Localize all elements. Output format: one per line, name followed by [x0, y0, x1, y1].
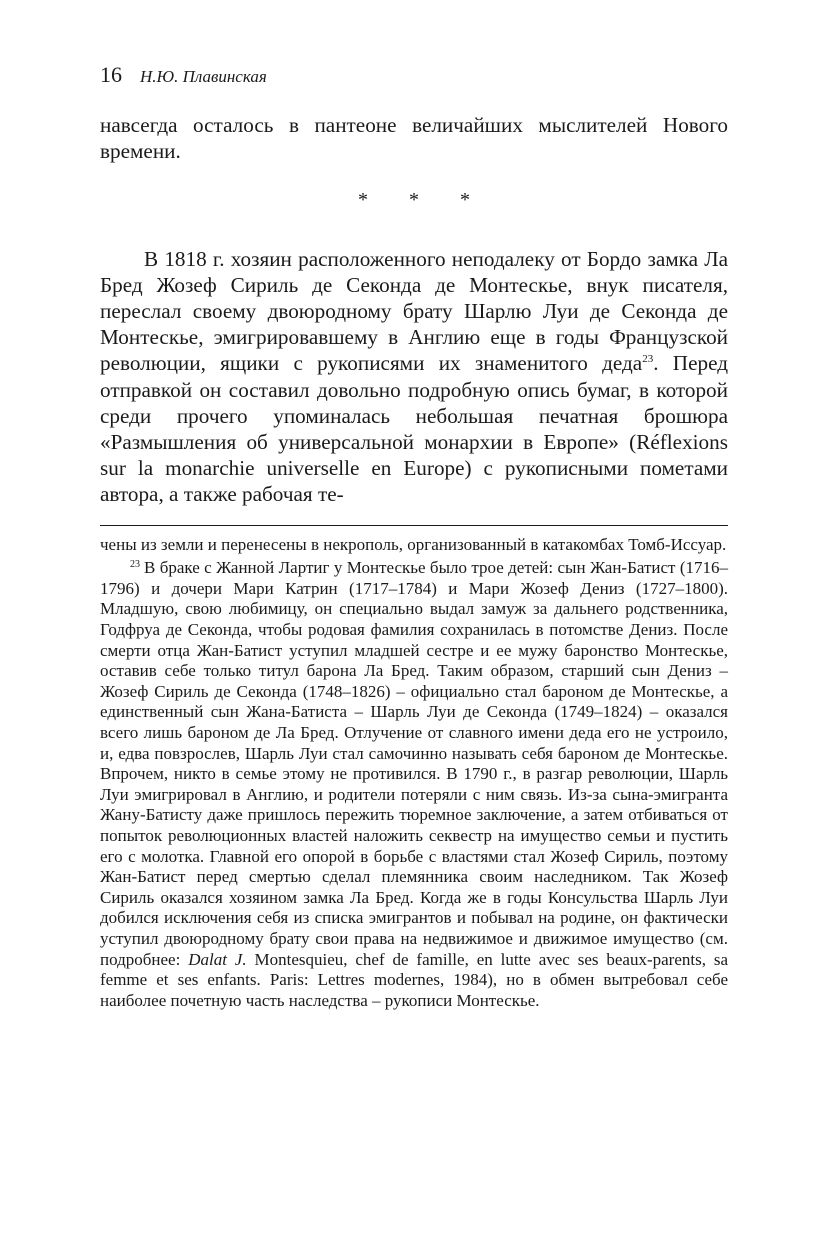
continued-paragraph: навсегда осталось в пантеоне величайших мыслителей Нового времени.: [100, 113, 728, 164]
book-page: [100, 62, 728, 1011]
running-head: [100, 62, 728, 92]
cited-author: Dalat J.: [188, 949, 247, 969]
footnote-continuation: чены из земли и перенесены в некрополь, организованный в катакомбах Томб-Иссуар.: [100, 534, 727, 554]
main-paragraph-text-2: . Перед отправкой он составил довольно подробную опись бумаг, в которой среди прочего упоминалась небольшая печатная брошюра «Размышления об универсальной монархии в Европе» (Réflexions sur la monarchie universelle en Europe) с рукописными пометами автора, а также рабочая те-: [100, 351, 728, 507]
main-paragraph: [100, 246, 728, 508]
section-separator: * * *: [358, 189, 488, 212]
footnote-reference: 23: [642, 353, 654, 366]
footnote-text-1: В браке с Жанной Лартиг у Монтескье было трое детей: сын Жан-Батист (1716–1796) и дочери Мари Катрин (1717–1784) и Мари Жозеф Дениз (1727–1800). Младшую, свою любимицу, он специально выдал замуж за дальнего родственника, Годфруа де Секонда, чтобы родовая фамилия сохранилась в потомстве Дениз. После смерти отца Жан-Батист уступил младшей сестре и ее мужу баронство Монтескье, оставив себе только титул барона Ла Бред. Таким образом, старший сын Дениз – Жозеф Сириль де Секонда (1748–1826) – официально стал бароном де Монтескье, а единственный сын Жана-Батиста – Шарль Луи де Секонда (1749–1824) – оказался всего лишь бароном де Ла Бред. Отлучение от славного имени деда его не устроило, и, едва повзрослев, Шарль Луи стал самочинно называть себя бароном де Монтескье. Впрочем, никто в семье этому не противился. В 1790 г., в разгар революции, Шарль Луи эмигрировал в Англию, и родители потеряли с ним связь. Из-за сына-эмигранта Жану-Батисту даже пришлось пережить тюремное заключение, а затем отбиваться от попыток революционных властей наложить секвестр на имущество семьи и пустить его с молотка. Главной его опорой в борьбе с властями стал Жозеф Сириль, поэтому Жан-Батист перед смертью сделал племянника своим наследником. Так Жозеф Сириль оказался хозяином замка Ла Бред. Когда же в годы Консульства Шарль Луи добился исключения себя из списка эмигрантов и побывал на родине, он фактически уступил двоюродному брату свои права на недвижимое и движимое имущество (см. подробнее:: [100, 558, 728, 969]
page-number: 16: [100, 62, 122, 87]
running-head-author: Н.Ю. Плавинская: [140, 67, 267, 86]
footnote-23: [100, 558, 728, 1011]
main-text: [100, 112, 728, 508]
main-paragraph-text-1: В 1818 г. хозяин расположенного неподалеку от Бордо замка Ла Бред Жозеф Сириль де Секонда де Монтескье, внук писателя, переслал своему двоюродному брату Шарлю Луи де Секонда де Монтескье, эмигрировавшему в Англию еще в годы Французской революции, ящики с рукописями их знаменитого деда: [100, 246, 728, 376]
footnote-number: 23: [130, 558, 140, 570]
footnotes: [100, 535, 728, 1012]
footnote-rule: [100, 525, 728, 526]
footnote-text-2: Montesquieu, chef de famille, en lutte avec ses beaux-parents, sa femme et ses enfants. Paris: Lettres modernes, 1984), но в обмен вытребовал себе наиболее почетную часть наследства – рукописи Монтескье.: [100, 949, 728, 1010]
